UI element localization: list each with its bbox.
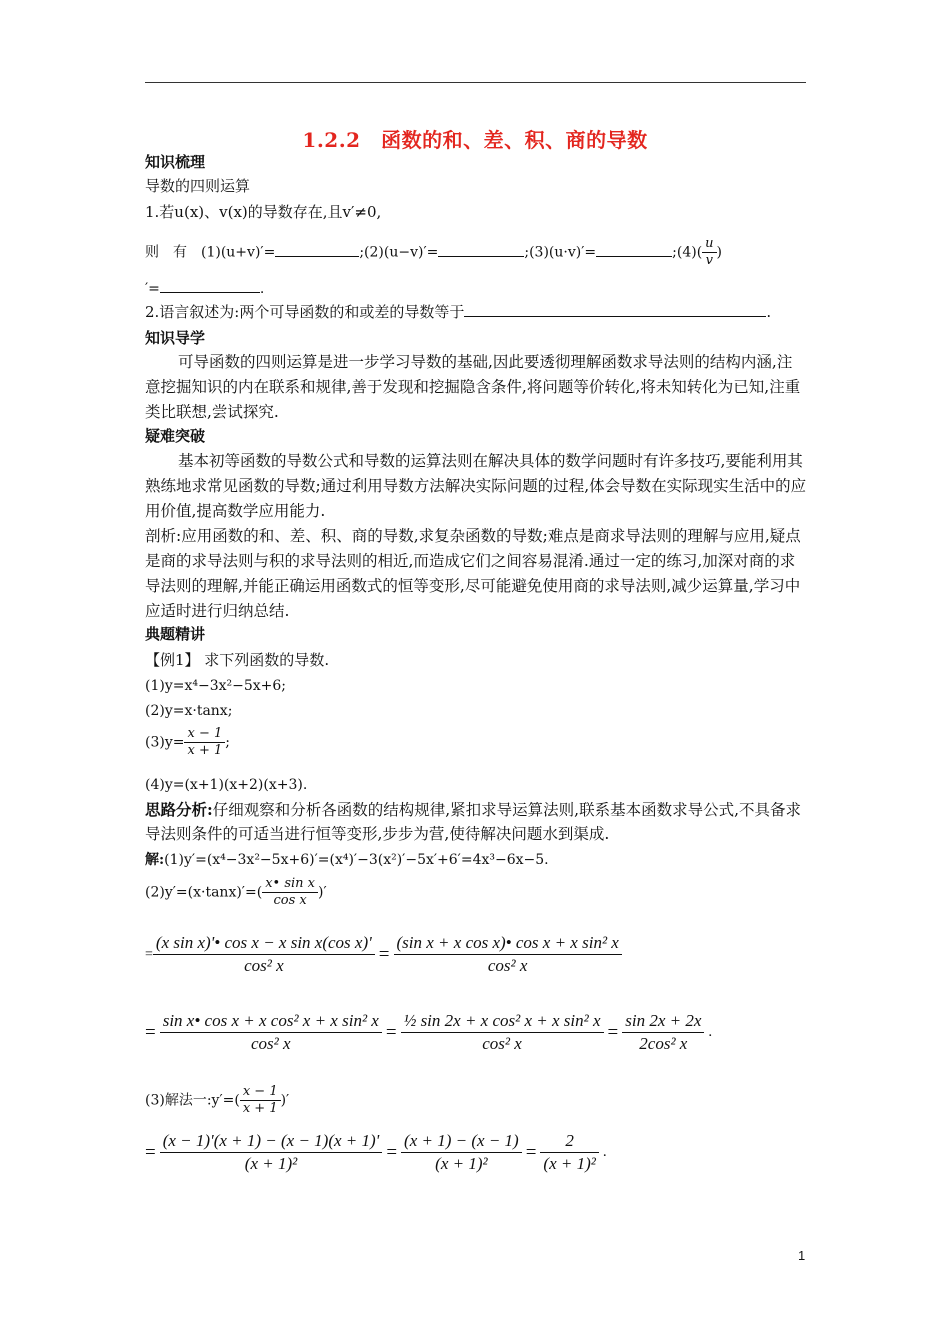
sol3-fraction: $\frac{x - 1}{x + 1}$ [240, 1084, 281, 1117]
equation-product-step-1: = $\frac{\text{(x sin x)'• cos x − x sin x(cos x)'}}{\text{cos² x}}$ = $\frac{\text{(sin x + x cos x)• cos x + x sin² x}}{\text{cos² x}}$ [145, 932, 622, 977]
rule-line-1: 1.若u(x)、v(x)的导数存在,且v′≠0, [145, 203, 382, 221]
page-title: 1.2.2 函数的和、差、积、商的导数 [302, 128, 648, 152]
blank-statement [464, 302, 766, 317]
heading-knowledge-guide: 知识导学 [145, 329, 206, 347]
blank-sum [275, 242, 359, 257]
blank-quot [160, 278, 260, 293]
rule-line-4: 2.语言叙述为:两个可导函数的和或差的导数等于 . [145, 303, 772, 321]
solution-2-head: (2)y′=(x·tanx)′=( $\frac{\text{x• sin x}}{\text{cos x}}$ )′ [145, 876, 327, 908]
heading-examples: 典题精讲 [145, 625, 206, 643]
rule-sum-label: 则 有 (1)(u+v)′= [145, 244, 276, 261]
page-number: 1 [798, 1248, 806, 1263]
question-2: (2)y=x·tanx; [145, 703, 233, 719]
solution-3-head: (3)解法一:y′=( $\frac{x - 1}{x + 1}$ )′ [145, 1084, 290, 1116]
rule-quot-label: ;(4)( [672, 244, 703, 261]
rule-line-3: ′= . [145, 278, 264, 299]
difficulties-paragraph: 基本初等函数的导数公式和导数的运算法则在解决具体的数学问题时有许多技巧,要能利用其熟练地求常见函数的导数;通过利用导数方法解决实际问题的过程,体会导数在实际现实生活中的应用价值,提高数学应用能力. [145, 452, 807, 520]
solution-1: 解:(1)y′=(x⁴−3x²−5x+6)′=(x⁴)′−3(x²)′−5x′+6′=4x³−6x−5. [145, 852, 549, 868]
heading-difficulties: 疑难突破 [145, 427, 206, 445]
sol2-fraction: $\frac{\text{x• sin x}}{\text{cos x}}$ [262, 876, 318, 909]
equation-product-step-2: = $\frac{\text{sin x• cos x + x cos² x + x sin² x}}{\text{cos² x}}$ = $\frac{\text{½ sin 2x + x cos² x + x sin² x}}{\text{cos² x}}$ = $\frac{\sin 2x + 2x}{\text{2cos² x}}$ . [145, 1011, 713, 1053]
question-1: (1)y=x⁴−3x²−5x+6; [145, 678, 287, 694]
subheading-four-operations: 导数的四则运算 [145, 177, 251, 195]
question-3: (3)y= $\frac{x - 1}{x + 1}$ ; [145, 726, 230, 758]
q3-fraction: $\frac{x - 1}{x + 1}$ [184, 726, 225, 759]
rule-line-2: 则 有 (1)(u+v)′= ;(2)(u−v)′= ;(3)(u·v)′= ;(4)( $\frac{u}{v}$ ) [145, 236, 722, 268]
header-rule [145, 82, 806, 83]
question-4: (4)y=(x+1)(x+2)(x+3). [145, 777, 308, 793]
u-over-v-fraction: $\frac{u}{v}$ [702, 236, 716, 269]
blank-diff [438, 242, 524, 257]
rule-prod-label: ;(3)(u·v)′= [524, 244, 597, 261]
example-1-label: 【例1】 求下列函数的导数. [145, 651, 330, 669]
rule-diff-label: ;(2)(u−v)′= [359, 244, 439, 261]
analysis-paragraph: 剖析:应用函数的和、差、积、商的导数,求复杂函数的导数;难点是商求导法则的理解与应用,疑点是商的求导法则与积的求导法则的相近,而造成它们之间容易混淆.通过一定的练习,加深对商的求导法则的理解,并能正确运用函数式的恒等变形,尽可能避免使用商的求导法则,减少运算量,学习中应适时进行归纳总结. [145, 527, 801, 620]
heading-knowledge-review: 知识梳理 [145, 153, 206, 171]
solution-analysis: 思路分析:仔细观察和分析各函数的结构规律,紧扣求导运算法则,联系基本函数求导公式,不具备求导法则条件的可适当进行恒等变形,步步为营,使待解决问题水到渠成. [145, 800, 802, 843]
guide-paragraph: 可导函数的四则运算是进一步学习导数的基础,因此要透彻理解函数求导法则的结构内涵,注意挖掘知识的内在联系和规律,善于发现和挖掘隐含条件,将问题等价转化,将未知转化为已知,注重类比联想,尝试探究. [145, 353, 801, 421]
equation-quotient-step: = $\frac{(x - 1)'(x + 1) - (x - 1)(x + 1)'}{\text{(x + 1)²}}$ = $\frac{(x + 1) - (x - 1)}{\text{(x + 1)²}}$ = $\frac{2}{\text{(x + 1)²}}$ . [145, 1131, 607, 1173]
blank-prod [596, 242, 672, 257]
